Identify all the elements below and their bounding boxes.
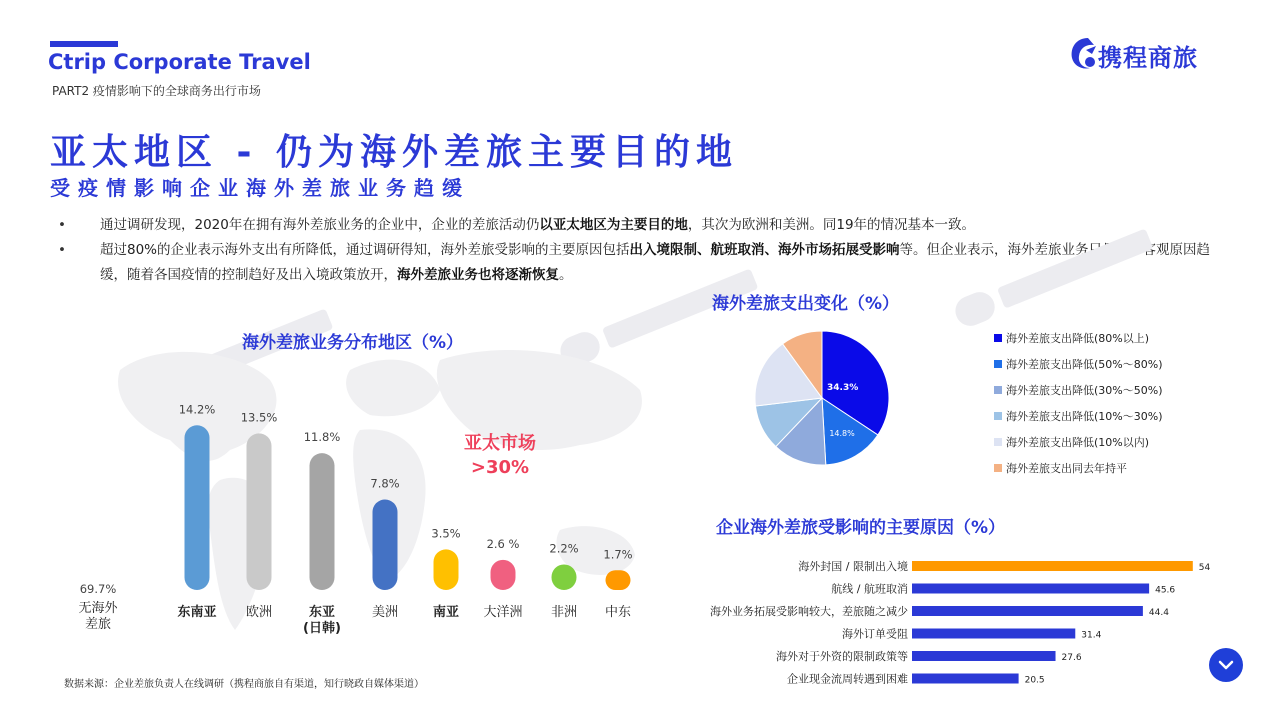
bar-category-label: 南亚 xyxy=(432,605,460,620)
hbar-chart-title: 企业海外差旅受影响的主要原因（%） xyxy=(716,518,1006,538)
pie-data-label: 14.8% xyxy=(829,428,855,438)
legend-label: 海外差旅支出降低(30%～50%) xyxy=(1006,384,1163,397)
page-title: 亚太地区 - 仍为海外差旅主要目的地 xyxy=(50,132,739,173)
legend-label: 海外差旅支出降低(10%～30%) xyxy=(1006,410,1163,423)
logo-text: 携程商旅 xyxy=(1098,44,1198,72)
bullet-2-bold-1: 出入境限制、航班取消、海外市场拓展受影响 xyxy=(629,242,900,258)
bullet-1-text-end: ，其次为欧洲和美洲。同19年的情况基本一致。 xyxy=(687,217,976,233)
bar-value-label: 2.6 % xyxy=(486,536,520,551)
bullet-2-text-end: 。 xyxy=(559,267,573,283)
hbar xyxy=(912,584,1149,594)
bar-category-label: 东南亚 xyxy=(177,605,217,620)
pie-data-label: 34.3% xyxy=(827,382,859,393)
scroll-down-button[interactable] xyxy=(1209,648,1243,682)
bar-value-label: 2.2% xyxy=(549,541,579,556)
bar-category-label: 中东 xyxy=(604,605,632,620)
bar-value-label: 7.8% xyxy=(370,476,400,491)
hbar-value-label: 27.6 xyxy=(1061,653,1082,663)
pie-chart-title: 海外差旅支出变化（%） xyxy=(712,294,900,314)
bar-category-label: 大洋洲 xyxy=(483,605,523,620)
hbar-category-label: 航线 / 航班取消 xyxy=(831,582,908,596)
bar-value-label: 13.5% xyxy=(240,410,278,425)
hbar xyxy=(912,629,1075,639)
bullet-1-text: 通过调研发现，2020年在拥有海外差旅业务的企业中，企业的差旅活动仍 xyxy=(100,217,540,233)
bar-category-label: 东亚 xyxy=(308,605,336,620)
bar-category-label: 美洲 xyxy=(371,605,399,620)
bar-category-label: 欧洲 xyxy=(245,605,273,620)
hbar xyxy=(912,651,1056,661)
bar-value-label: 11.8% xyxy=(303,430,341,445)
chevron-down-icon xyxy=(1209,648,1243,682)
bar-value-label: 69.7% xyxy=(79,582,117,596)
hbar-category-label: 海外业务拓展受影响较大，差旅随之减少 xyxy=(710,605,908,618)
hbar-value-label: 31.4 xyxy=(1081,630,1102,641)
bar-value-label: 1.7% xyxy=(603,547,633,562)
data-source-note: 数据来源：企业差旅负责人在线调研（携程商旅自有渠道，知行晓政自媒体渠道） xyxy=(64,679,424,690)
bullet-2-bold-2: 海外差旅业务也将逐渐恢复 xyxy=(397,267,559,283)
annotation-title: 亚太市场 xyxy=(464,433,536,454)
bullet-2-text-mid: 等。但企业表示，海外差旅业务只是由于客观原因趋缓，随着各国疫情的控制趋好及出入境政策放开， xyxy=(100,242,1211,283)
legend-label: 海外差旅支出降低(80%以上) xyxy=(1006,332,1150,345)
hbar xyxy=(912,561,1193,571)
hbar-category-label: 海外封国 / 限制出入境 xyxy=(798,560,908,573)
bar-category-label: 非洲 xyxy=(550,605,578,620)
bullet-1-bold: 以亚太地区为主要目的地 xyxy=(539,217,688,233)
bullet-2-text: 超过80%的企业表示海外支出有所降低，通过调研得知，海外差旅受影响的主要原因包括 xyxy=(100,242,630,258)
bar-category-label: 差旅 xyxy=(84,617,112,632)
hbar-category-label: 海外订单受阻 xyxy=(842,627,908,641)
bar-category-label: (日韩) xyxy=(303,621,341,636)
bar-chart-title: 海外差旅业务分布地区（%） xyxy=(242,333,464,353)
hbar-value-label: 44.4 xyxy=(1148,608,1169,618)
hbar-category-label: 海外对于外资的限制政策等 xyxy=(776,650,908,663)
hbar-category-label: 企业现金流周转遇到困难 xyxy=(787,672,908,686)
hbar-value-label: 45.6 xyxy=(1155,585,1176,596)
hbar xyxy=(912,674,1019,684)
legend-label: 海外差旅支出降低(50%～80%) xyxy=(1006,358,1163,371)
bar-category-label: 无海外 xyxy=(78,601,118,616)
legend-label: 海外差旅支出降低(10%以内) xyxy=(1006,436,1150,449)
page-subtitle: 受疫情影响企业海外差旅业务趋缓 xyxy=(50,176,470,200)
brand-title: Ctrip Corporate Travel xyxy=(48,50,311,74)
bar-value-label: 14.2% xyxy=(178,402,216,417)
legend-label: 海外差旅支出同去年持平 xyxy=(1006,462,1127,475)
hbar-value-label: 54 xyxy=(1198,563,1211,573)
annotation-value: >30% xyxy=(470,457,530,478)
hbar-value-label: 20.5 xyxy=(1024,675,1045,686)
part-subtitle: PART2 疫情影响下的全球商务出行市场 xyxy=(52,84,261,98)
hbar xyxy=(912,606,1143,616)
bar-value-label: 3.5% xyxy=(431,526,461,541)
